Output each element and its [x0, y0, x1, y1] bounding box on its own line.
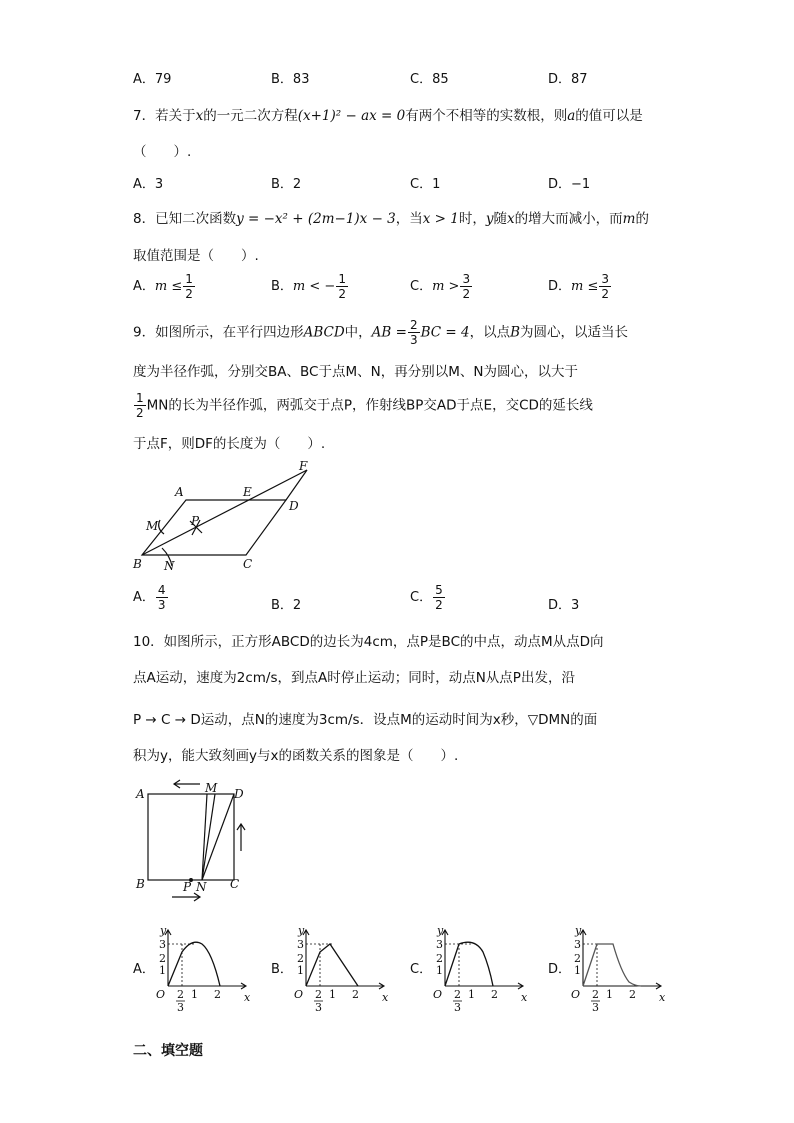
label-p: P	[191, 514, 200, 528]
q9-option-b: B．2	[271, 598, 302, 613]
q8-option-c	[410, 272, 473, 301]
tick-x1: 1	[329, 988, 336, 1001]
denominator: 2	[185, 287, 193, 301]
tick-1: 1	[159, 964, 166, 977]
label-b: B	[136, 877, 145, 891]
tick-x1: 1	[191, 988, 198, 1001]
q8-text: 随	[493, 211, 508, 227]
option-lhs: m ≤	[154, 279, 183, 294]
q8-text: 8．已知二次函数	[133, 211, 237, 227]
fraction	[156, 583, 168, 612]
ray-bp	[142, 470, 307, 555]
q7-stem	[133, 104, 643, 124]
q9-line2: 度为半径作弧，分别交BA、BC于点M、N，再分别以M、N为圆心，以大于	[133, 364, 578, 380]
frac-num: 2	[592, 988, 599, 1001]
q8-option-d	[548, 272, 612, 301]
q7-text: 有两个不相等的实数根，则	[405, 108, 568, 124]
q9-line3	[133, 391, 593, 420]
label-a: A	[175, 485, 184, 499]
origin-label: O	[156, 988, 166, 1001]
denominator: 3	[409, 333, 418, 347]
q8-text: 的增大而减小，而	[514, 211, 623, 227]
option-label: C．	[410, 590, 433, 605]
q7-option-b: B．2	[271, 177, 302, 192]
q8-var-m: m	[622, 211, 636, 227]
q8-stem	[133, 207, 649, 227]
label-c: C	[230, 877, 240, 891]
label-m: M	[205, 781, 218, 795]
axis-label-x: x	[244, 991, 251, 1004]
parallelogram	[142, 500, 286, 555]
q9-option-a	[133, 583, 169, 612]
option-label: A．	[133, 279, 155, 294]
label-n: N	[196, 880, 207, 894]
q8-text: 的	[635, 211, 649, 227]
tick-2: 2	[574, 952, 581, 965]
q10-option-a-label: A．	[133, 962, 155, 977]
q9-text: ，以点	[469, 324, 511, 341]
frac-num: 2	[454, 988, 461, 1001]
arc-m	[159, 520, 164, 534]
option-label: B．	[271, 279, 293, 294]
q8-condition: x > 1	[422, 211, 459, 227]
label-c: C	[243, 557, 253, 571]
axis-label-y: y	[437, 924, 444, 937]
q10-option-d-label: D．	[548, 962, 572, 977]
label-n: N	[164, 559, 175, 573]
q7-option-a: A．3	[133, 177, 164, 192]
fraction	[336, 272, 348, 301]
q7-text: 的一元二次方程	[203, 108, 298, 124]
label-m: M	[146, 519, 159, 533]
tick-x2: 2	[214, 988, 221, 1001]
tick-3: 3	[297, 938, 304, 951]
function-curve	[445, 942, 493, 986]
numerator: 1	[338, 272, 346, 286]
q8-line2: 取值范围是（ ）.	[133, 248, 259, 264]
numerator: 1	[185, 272, 193, 286]
denominator: 2	[136, 406, 144, 420]
q7-var-x: x	[195, 108, 204, 124]
numerator: 2	[409, 318, 418, 332]
denominator: 2	[338, 287, 346, 301]
q10-line4: 积为y，能大致刻画y与x的函数关系的图象是（ ）.	[133, 748, 459, 764]
frac-num: 2	[315, 988, 322, 1001]
axis-label-x: x	[659, 991, 666, 1004]
tick-x2: 2	[352, 988, 359, 1001]
q10-graph-b	[292, 922, 392, 1018]
q10-square-figure	[130, 776, 260, 904]
label-d: D	[289, 499, 299, 513]
graph-svg	[569, 922, 669, 1014]
q10-option-c-label: C．	[410, 962, 433, 977]
q9-parallelogram-figure	[128, 458, 328, 576]
frac-den: 3	[454, 1001, 461, 1014]
tick-1: 1	[436, 964, 443, 977]
function-curve	[306, 944, 358, 986]
label-d: D	[234, 787, 244, 801]
numerator: 4	[157, 583, 166, 597]
label-a: A	[136, 787, 145, 801]
graph-svg	[292, 922, 392, 1014]
option-lhs: m < −	[292, 279, 336, 294]
graph-svg	[431, 922, 531, 1014]
q10-graph-c	[431, 922, 531, 1018]
origin-label: O	[433, 988, 443, 1001]
function-curve	[168, 942, 220, 986]
q7-paren: （ ）.	[133, 144, 192, 160]
graph-svg	[154, 922, 254, 1014]
axis-label-x: x	[382, 991, 389, 1004]
q6-option-d: D．87	[548, 72, 588, 87]
q8-option-b	[271, 272, 349, 301]
label-e: E	[243, 485, 252, 499]
tick-1: 1	[574, 964, 581, 977]
q9-eq-rhs: BC = 4	[420, 324, 470, 341]
q9-text: 中，	[344, 324, 372, 341]
tick-x2: 2	[491, 988, 498, 1001]
frac-den: 3	[177, 1001, 184, 1014]
origin-label: O	[294, 988, 304, 1001]
tick-x2: 2	[629, 988, 636, 1001]
tick-3: 3	[436, 938, 443, 951]
tick-2: 2	[159, 952, 166, 965]
axis-label-x: x	[521, 991, 528, 1004]
q8-equation: y = −x² + (2m−1)x − 3	[236, 211, 396, 227]
option-label: A．	[133, 590, 155, 605]
q7-equation: (x+1)² − ax = 0	[297, 108, 406, 124]
extension-cd	[286, 470, 307, 500]
option-lhs: m ≤	[571, 279, 599, 294]
numerator: 5	[435, 583, 443, 597]
q8-option-a	[133, 272, 196, 301]
tick-3: 3	[159, 938, 166, 951]
fraction-half	[134, 391, 146, 420]
q9-line1	[133, 318, 628, 347]
axis-label-y: y	[160, 924, 167, 937]
function-curve	[583, 944, 641, 986]
fraction	[408, 318, 420, 347]
q8-text: 时，	[458, 211, 486, 227]
tick-x1: 1	[468, 988, 475, 1001]
option-label: C．	[410, 279, 433, 294]
tick-2: 2	[297, 952, 304, 965]
q10-option-b-label: B．	[271, 962, 293, 977]
q7-option-c: C．1	[410, 177, 441, 192]
axis-label-y: y	[575, 924, 582, 937]
frac-den: 3	[315, 1001, 322, 1014]
fraction	[599, 272, 611, 301]
option-lhs: m >	[432, 279, 460, 294]
label-f: F	[299, 459, 308, 473]
numerator: 1	[136, 391, 144, 405]
q10-line1: 10．如图所示，正方形ABCD的边长为4cm，点P是BC的中点，动点M从点D向	[133, 634, 604, 650]
q9-eq-lhs: AB =	[371, 324, 407, 341]
q7-text: 7．若关于	[133, 108, 196, 124]
q9-option-c	[410, 583, 446, 612]
tick-3: 3	[574, 938, 581, 951]
fraction	[460, 272, 472, 301]
q9-text: MN的长为半径作弧，两弧交于点P，作射线BP交AD于点E，交CD的延长线	[146, 397, 593, 414]
q10-line2: 点A运动，速度为2cm/s，到点A时停止运动；同时，动点N从点P出发，沿	[133, 670, 575, 686]
q7-var-a: a	[567, 108, 576, 124]
label-b: B	[133, 557, 142, 571]
fraction	[183, 272, 195, 301]
q7-text: 的值可以是	[575, 108, 643, 124]
denominator: 2	[462, 287, 471, 301]
q7-option-d: D．−1	[548, 177, 591, 192]
q9-text: 为圆心，以适当长	[520, 324, 628, 341]
q10-graph-a	[154, 922, 254, 1018]
denominator: 2	[435, 598, 443, 612]
tick-1: 1	[297, 964, 304, 977]
q9-text: 9．如图所示，在平行四边形	[133, 324, 304, 341]
axis-label-y: y	[298, 924, 305, 937]
origin-label: O	[571, 988, 581, 1001]
q9-line4: 于点F，则DF的长度为（ ）.	[133, 436, 326, 452]
q8-var-y: y	[485, 211, 494, 227]
denominator: 3	[157, 598, 166, 612]
tick-x1: 1	[606, 988, 613, 1001]
q9-abcd: ABCD	[303, 324, 345, 341]
square-abcd	[148, 794, 234, 880]
option-label: D．	[548, 279, 572, 294]
q6-option-c: C．85	[410, 72, 449, 87]
section-title: 二、填空题	[133, 1043, 203, 1059]
numerator: 3	[462, 272, 471, 286]
frac-den: 3	[592, 1001, 599, 1014]
q8-var-x: x	[507, 211, 515, 227]
q6-option-a: A．79	[133, 72, 172, 87]
fraction	[433, 583, 445, 612]
denominator: 2	[601, 287, 610, 301]
numerator: 3	[601, 272, 610, 286]
frac-num: 2	[177, 988, 184, 1001]
q8-text: ，当	[395, 211, 423, 227]
q10-line3: P → C → D运动，点N的速度为3cm/s．设点M的运动时间为x秒，▽DMN的面	[133, 712, 598, 728]
tick-2: 2	[436, 952, 443, 965]
label-p: P	[183, 880, 192, 894]
q9-option-d: D．3	[548, 598, 580, 613]
q10-graph-d	[569, 922, 669, 1018]
q9-point-b: B	[510, 324, 520, 341]
q6-option-b: B．83	[271, 72, 310, 87]
